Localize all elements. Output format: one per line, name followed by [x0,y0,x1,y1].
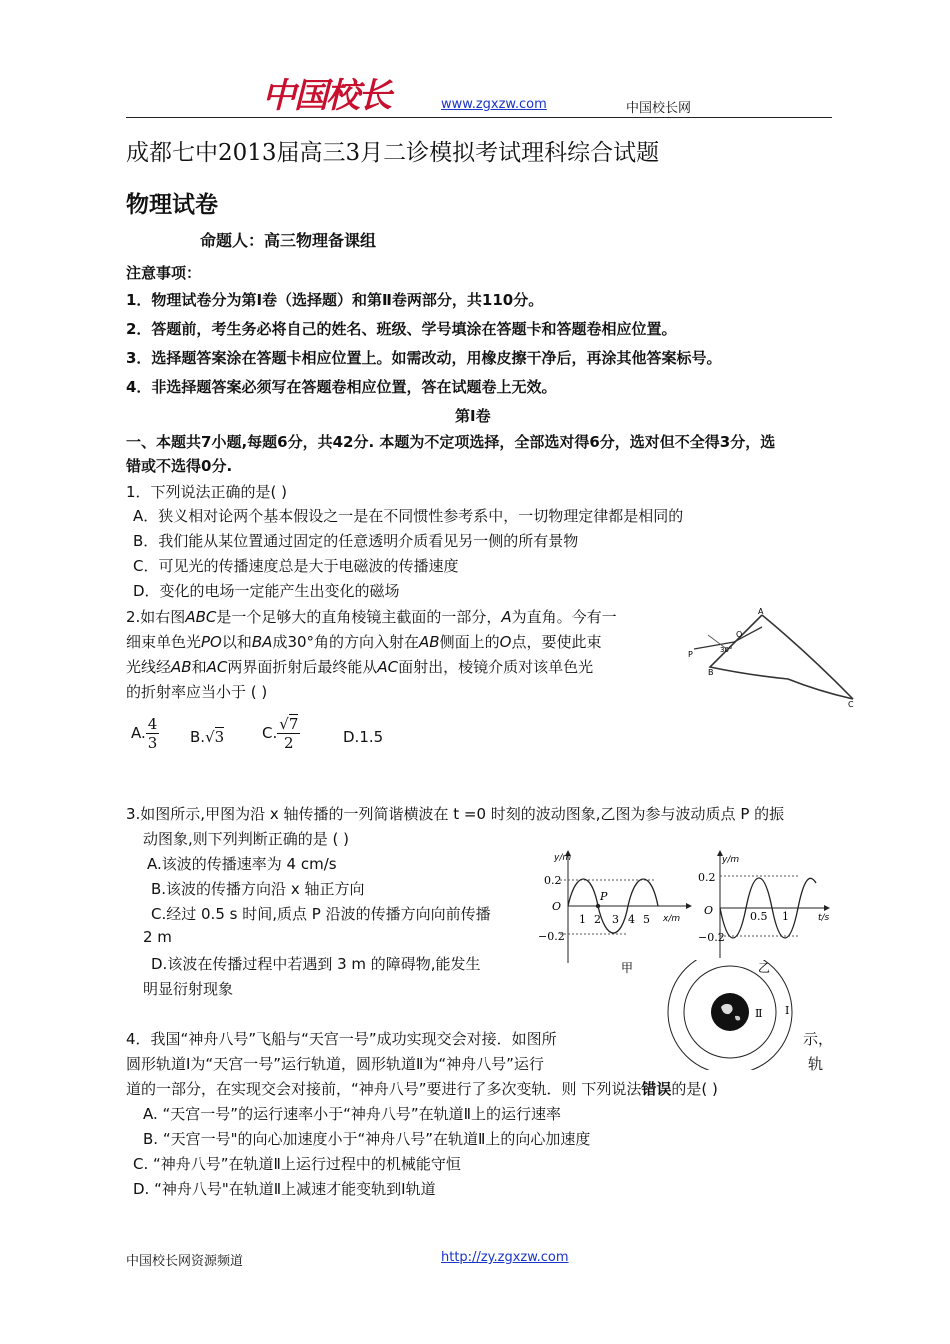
q4-text: 的是( ) [671,1080,718,1098]
q2-line1 [126,606,617,627]
vertex-b-label: B [708,668,714,677]
fraction [277,715,300,752]
y-tick-bottom: −0.2 [698,931,725,944]
exam-title: 成都七中2013届高三3月二诊模拟考试理科综合试题 [126,140,660,166]
vibration-graph-yi [698,848,838,978]
sqrt-sign: √ [205,728,215,746]
part1-instruction: 一、本题共7小题,每题6分，共42分. 本题为不定项选择，全部选对得6分，选对但不全得3分，选 [126,433,776,451]
q2-var: AC [206,658,228,676]
x-tick: 3 [612,913,619,926]
q4-line1: 4．我国“神舟八号”飞船与“天宫一号”成功实现交会对接．如图所 [126,1030,557,1048]
vertex-a-label: A [758,607,764,616]
t-tick: 0.5 [750,910,768,923]
y-tick-top: 0.2 [544,874,562,887]
header-site-name: 中国校长网 [626,101,692,116]
sqrt-sign: √ [279,715,289,733]
q1-option-a: A．狭义相对论两个基本假设之一是在不同惯性参考系中，一切物理定律都是相同的 [133,507,684,525]
q2-option-a [131,715,159,752]
q2-text: 2.如右图 [126,608,186,626]
q3-option-b: B.该波的传播方向沿 x 轴正方向 [151,880,365,898]
q2-text: 细束单色光 [126,633,202,651]
numerator [277,715,300,734]
q2-var: AB [419,633,440,651]
q4-option-d: D. “神舟八号"在轨道Ⅱ上减速才能变轨到Ⅰ轨道 [133,1180,436,1198]
q3-option-d-cont: 明显衍射现象 [143,980,234,998]
header-divider [126,117,832,118]
y-axis-label: y/m [722,855,740,865]
q2-var: ABC [185,608,217,626]
prism-figure [688,605,866,710]
q1-option-c: C．可见光的传播速度总是大于电磁波的传播速度 [133,557,459,575]
paper-author: 命题人：高三物理备课组 [200,231,377,250]
denominator: 3 [147,734,158,752]
q2-text: 为直角。今有一 [511,608,617,626]
y-tick-top: 0.2 [698,871,716,884]
angle-label: 30° [720,646,733,654]
orbit-outer-label: Ⅰ [785,1004,790,1017]
numerator: 4 [147,715,158,733]
caption-yi: 乙 [758,961,771,975]
x-tick: 2 [594,913,601,926]
q2-option-b [190,728,224,746]
point-p-label: P [600,890,608,903]
q2-text: 是一个足够大的直角棱镜主截面的一部分， [216,608,502,626]
q2-var: AB [171,658,192,676]
q2-text: 和 [191,658,207,676]
q2-text: 成30°角的方向入射在 [272,633,420,651]
q2-text: 侧面上的 [439,633,500,651]
q2-line2 [126,631,601,652]
q2-text: 面射出，棱镜介质对该单色光 [398,658,594,676]
q2-line4: 的折射率应当小于 ( ) [126,683,268,701]
wave-graph-jia [536,848,696,978]
footer-site: 中国校长网资源频道 [126,1254,244,1269]
q2-var: PO [201,633,222,651]
orbit-inner-label: Ⅱ [755,1007,763,1020]
q4-line2-end: 轨 [808,1055,824,1073]
t-axis-label: t/s [818,913,830,923]
q4-option-b: B. “天宫一号"的向心加速度小于“神舟八号”在轨道Ⅱ上的向心加速度 [143,1130,591,1148]
origin-label: O [704,904,714,917]
x-tick: 1 [579,913,586,926]
q4-text: 道的一部分，在实现交会对接前，“神舟八号”要进行了多次变轨．则 下列说法 [126,1080,642,1098]
orbit-figure [655,960,805,1070]
q2-var: AC [377,658,399,676]
notes-heading: 注意事项： [126,264,202,282]
q3-option-a: A.该波的传播速率为 4 cm/s [147,855,337,873]
caption-jia: 甲 [621,961,634,975]
x-axis-label: x/m [663,914,681,924]
paper-subtitle: 物理试卷 [126,192,218,218]
q4-emphasis: 错误 [641,1080,672,1098]
point-p [596,904,600,908]
note-item: 4．非选择题答案必须写在答题卷相应位置，答在试题卷上无效。 [126,378,557,396]
q2-text: 光线经 [126,658,172,676]
q2-var: A [501,608,512,626]
q2-var: BA [251,633,273,651]
q2-text: 两界面折射后最终能从 [227,658,378,676]
q3-line1: 3.如图所示,甲图为沿 x 轴传播的一列简谐横波在 t =0 时刻的波动图象,乙图为参与波动质点 P 的振 [126,805,785,823]
q2-option-d: D.1.5 [343,728,384,746]
q2-option-label: B. [190,728,206,746]
radicand: 7 [288,715,299,733]
part1-title: 第Ⅰ卷 [455,407,491,425]
origin-label: O [552,900,562,913]
q3-line2: 动图象,则下列判断正确的是 ( ) [143,830,350,848]
q4-line1-end: 示， [803,1030,834,1048]
q2-option-c [262,715,300,752]
q4-option-a: A. “天宫一号”的运行速率小于“神舟八号”在轨道Ⅱ上的运行速率 [143,1105,562,1123]
denominator: 2 [284,734,294,752]
y-axis-label: y/m [554,853,572,863]
q3-option-c-cont: 2 m [143,928,172,946]
vertex-c-label: C [848,700,854,709]
q3-option-c: C.经过 0.5 s 时间,质点 P 沿波的传播方向向前传播 [151,905,491,923]
q2-text: 点，要使此束 [511,633,602,651]
x-tick: 4 [628,913,635,926]
q2-option-label: A. [131,724,146,742]
y-tick-bottom: −0.2 [538,930,565,943]
note-item: 3．选择题答案涂在答题卡相应位置上。如需改动，用橡皮擦干净后，再涂其他答案标号。 [126,349,722,367]
note-item: 2．答题前，考生务必将自己的姓名、班级、学号填涂在答题卡和答题卷相应位置。 [126,320,677,338]
point-p-label: P [688,650,693,659]
x-tick: 5 [643,913,650,926]
q1-stem: 1．下列说法正确的是( ) [126,483,288,501]
part1-instruction-cont: 错或不选得0分. [126,457,233,475]
t-tick: 1 [782,910,789,923]
note-item: 1．物理试卷分为第Ⅰ卷（选择题）和第Ⅱ卷两部分，共110分。 [126,291,544,309]
header-link[interactable]: www.zgxzw.com [441,97,547,112]
point-o-label: O [736,630,743,639]
q1-option-d: D．变化的电场一定能产生出变化的磁场 [133,582,400,600]
x-axis-arrow [686,903,692,909]
q3-option-d: D.该波在传播过程中若遇到 3 m 的障碍物,能发生 [151,955,481,973]
q2-line3 [126,656,593,677]
prism-edge [710,615,853,699]
fraction [146,715,160,752]
q4-line2: 圆形轨道Ⅰ为“天宫一号”运行轨道，圆形轨道Ⅱ为“神舟八号”运行 [126,1055,544,1073]
q2-text: 以和 [221,633,252,651]
q1-option-b: B．我们能从某位置通过固定的任意透明介质看见另一侧的所有景物 [133,532,579,550]
q4-option-c: C. “神舟八号”在轨道Ⅱ上运行过程中的机械能守恒 [133,1155,461,1173]
footer-link[interactable]: http://zy.zgxzw.com [441,1250,569,1265]
q2-option-label: C. [262,724,278,742]
site-logo: 中国校长 [262,76,390,116]
q4-line3 [126,1078,718,1099]
t-axis-arrow [824,905,830,911]
q2-var: O [499,633,512,651]
radicand: 3 [214,728,225,746]
